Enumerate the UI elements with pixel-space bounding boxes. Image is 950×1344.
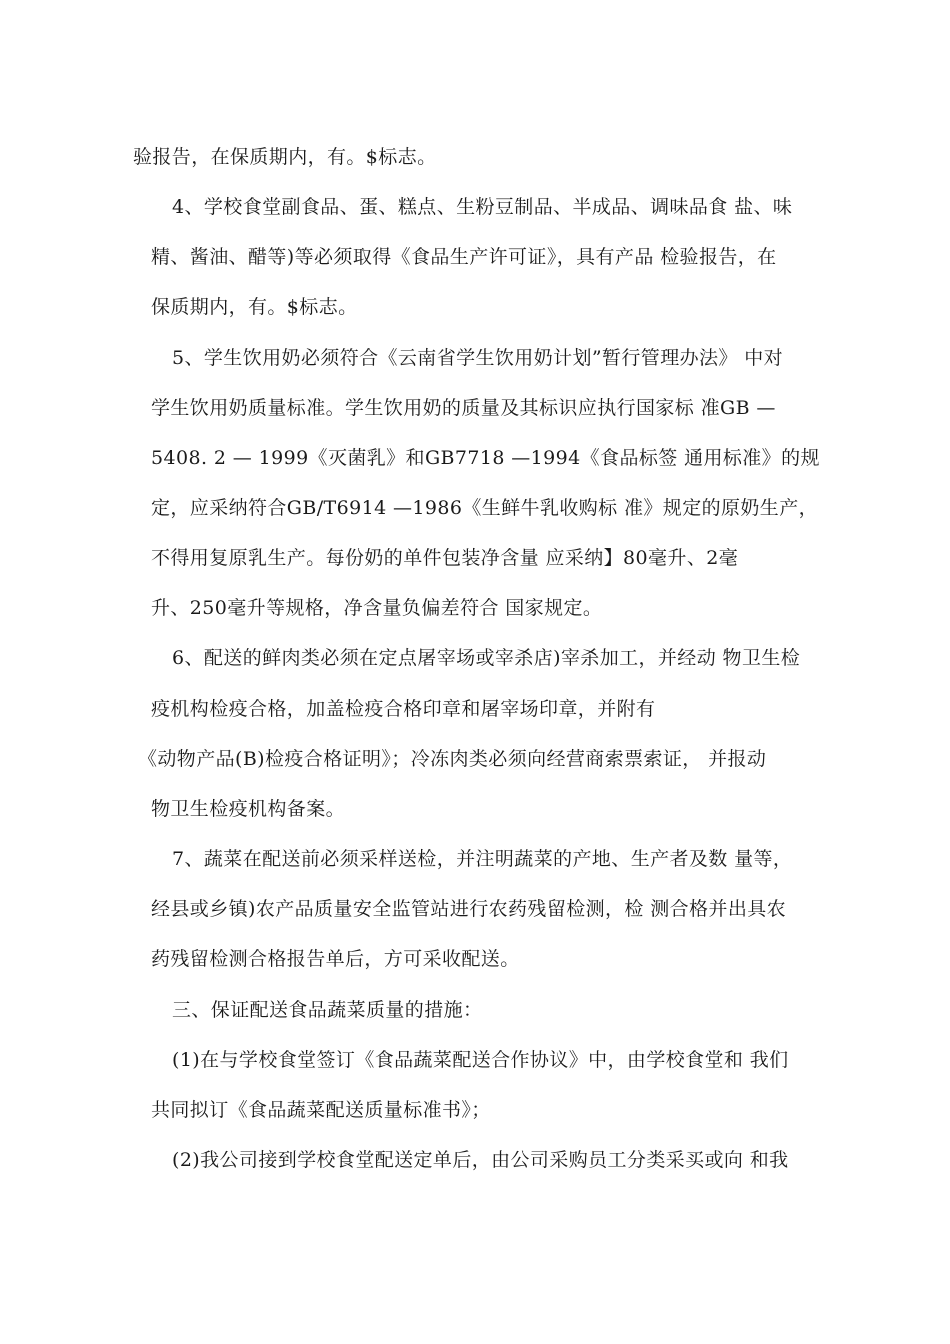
text-line: 共同拟订《食品蔬菜配送质量标准书》； bbox=[151, 1099, 491, 1121]
text-line: (2)我公司接到学校食堂配送定单后，由公司采购员工分类采买或向 和我 bbox=[172, 1149, 789, 1171]
text-line: 《动物产品(B)检疫合格证明》；冷冻肉类必须向经营商索票索证， 并报动 bbox=[138, 748, 767, 770]
text-line: 药残留检测合格报告单后，方可采收配送。 bbox=[151, 948, 520, 970]
section-heading: 三、保证配送食品蔬菜质量的措施： bbox=[172, 999, 483, 1021]
text-line: (1)在与学校食堂签订《食品蔬菜配送合作协议》中，由学校食堂和 我们 bbox=[172, 1049, 789, 1071]
text-line: 4、学校食堂副食品、蛋、糕点、生粉豆制品、半成品、调味品食 盐、味 bbox=[172, 196, 793, 218]
text-line: 5408. 2 — 1999《灭菌乳》和GB7718 —1994《食品标签 通用标准》的规 bbox=[151, 447, 820, 469]
text-line: 学生饮用奶质量标准。学生饮用奶的质量及其标识应执行国家标 准GB — bbox=[151, 397, 776, 419]
text-line: 6、配送的鲜肉类必须在定点屠宰场或宰杀店)宰杀加工，并经动 物卫生检 bbox=[172, 647, 801, 669]
text-line: 不得用复原乳生产。每份奶的单件包装净含量 应采纳】80毫升、2毫 bbox=[151, 547, 739, 569]
text-line: 定，应采纳符合GB/T6914 —1986《生鲜牛乳收购标 准》规定的原奶生产， bbox=[151, 497, 819, 519]
text-line: 验报告，在保质期内，有。$标志。 bbox=[133, 146, 437, 168]
text-line: 疫机构检疫合格，加盖检疫合格印章和屠宰场印章，并附有 bbox=[151, 698, 656, 720]
text-line: 精、酱油、醋等)等必须取得《食品生产许可证》，具有产品 检验报告，在 bbox=[151, 246, 777, 268]
text-line: 5、学生饮用奶必须符合《云南省学生饮用奶计划”暂行管理办法》 中对 bbox=[172, 347, 784, 369]
text-line: 物卫生检疫机构备案。 bbox=[151, 798, 346, 820]
text-line: 经县或乡镇)农产品质量安全监管站进行农药残留检测，检 测合格并出具农 bbox=[151, 898, 787, 920]
text-line: 7、蔬菜在配送前必须采样送检，并注明蔬菜的产地、生产者及数 量等， bbox=[172, 848, 793, 870]
text-line: 保质期内，有。$标志。 bbox=[151, 296, 358, 318]
text-line: 升、250毫升等规格，净含量负偏差符合 国家规定。 bbox=[151, 597, 603, 619]
